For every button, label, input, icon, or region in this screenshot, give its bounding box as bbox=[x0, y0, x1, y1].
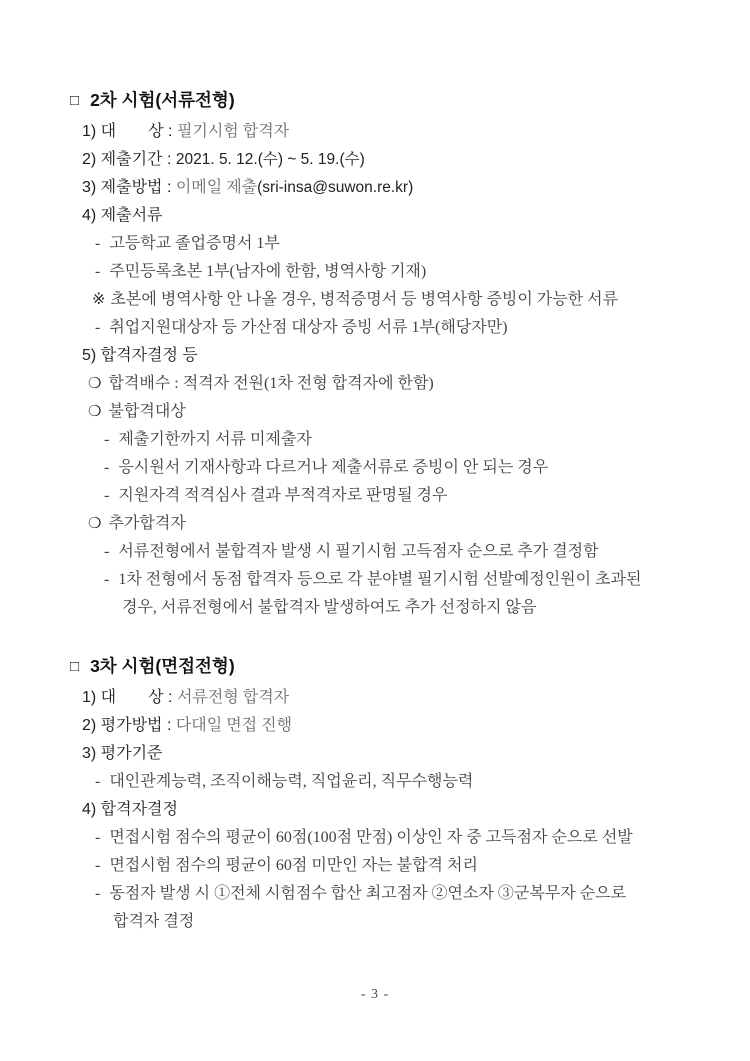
page-number: - 3 - bbox=[360, 987, 390, 1002]
doc-line-numbered bbox=[0, 684, 750, 712]
item-text: 동점자 발생 시 ①전체 시험점수 합산 최고점자 ②연소자 ③군복무자 순으로 bbox=[109, 885, 627, 902]
doc-line-dash bbox=[0, 768, 750, 796]
doc-line-circle bbox=[0, 510, 750, 538]
section-title-text: 3차 시험(면접전형) bbox=[90, 656, 235, 676]
doc-line-subdash bbox=[0, 454, 750, 482]
label-separator: : bbox=[162, 151, 176, 168]
doc-line-numbered bbox=[0, 174, 750, 202]
doc-line-numbered bbox=[0, 118, 750, 146]
item-label: 제출기간 bbox=[100, 151, 163, 168]
item-number: 3) bbox=[82, 179, 101, 196]
doc-line-note bbox=[0, 286, 750, 314]
item-text: 면접시험 점수의 평균이 60점(100점 만점) 이상인 자 중 고득점자 순으로 선발 bbox=[109, 829, 633, 846]
doc-line-subdash bbox=[0, 482, 750, 510]
doc-line-circle bbox=[0, 398, 750, 426]
item-number: 1) bbox=[82, 123, 101, 140]
item-number: 2) bbox=[82, 717, 101, 734]
square-bullet-icon: □ bbox=[70, 658, 80, 675]
label-separator: : bbox=[163, 689, 177, 706]
circle-bullet-icon: ❍ bbox=[88, 404, 102, 420]
page-footer bbox=[0, 987, 750, 1003]
section-title bbox=[0, 652, 750, 680]
doc-line-numbered bbox=[0, 796, 750, 824]
item-text: 경우, 서류전형에서 불합격자 발생하여도 추가 선정하지 않음 bbox=[122, 599, 537, 616]
item-number: 5) bbox=[82, 347, 101, 364]
item-label: 합격자결정 bbox=[100, 801, 178, 818]
square-bullet-icon: □ bbox=[70, 92, 80, 109]
item-text: 대인관계능력, 조직이해능력, 직업윤리, 직무수행능력 bbox=[109, 773, 474, 790]
doc-line-cont bbox=[0, 594, 750, 622]
doc-line-dash bbox=[0, 824, 750, 852]
item-value: 2021. 5. 12.(수) ~ 5. 19.(수) bbox=[175, 151, 365, 168]
item-value: 서류전형 합격자 bbox=[176, 689, 290, 706]
item-text: 합격배수 : 적격자 전원(1차 전형 합격자에 한함) bbox=[108, 375, 434, 392]
item-value: 이메일 제출 bbox=[175, 179, 258, 196]
item-label: 대 상 bbox=[100, 689, 164, 706]
doc-line-cont bbox=[0, 908, 750, 936]
reference-mark-icon: ※ bbox=[92, 291, 106, 308]
dash-bullet-icon: - bbox=[104, 459, 110, 476]
section-title-text: 2차 시험(서류전형) bbox=[90, 90, 235, 110]
doc-section bbox=[0, 86, 750, 622]
item-label: 평가기준 bbox=[100, 745, 163, 762]
dash-bullet-icon: - bbox=[95, 857, 101, 874]
dash-bullet-icon: - bbox=[95, 319, 101, 336]
item-text: 주민등록초본 1부(남자에 한함, 병역사항 기재) bbox=[109, 263, 427, 280]
dash-bullet-icon: - bbox=[104, 431, 110, 448]
item-text: 지원자격 적격심사 결과 부적격자로 판명될 경우 bbox=[118, 487, 448, 504]
dash-bullet-icon: - bbox=[95, 829, 101, 846]
item-text: 면접시험 점수의 평균이 60점 미만인 자는 불합격 처리 bbox=[109, 857, 478, 874]
dash-bullet-icon: - bbox=[95, 263, 101, 280]
doc-line-numbered bbox=[0, 146, 750, 174]
item-text: 취업지원대상자 등 가산점 대상자 증빙 서류 1부(해당자만) bbox=[109, 319, 508, 336]
item-number: 1) bbox=[82, 689, 101, 706]
item-number: 4) bbox=[82, 207, 101, 224]
label-separator: : bbox=[162, 179, 176, 196]
doc-line-numbered bbox=[0, 202, 750, 230]
item-text: 초본에 병역사항 안 나올 경우, 병적증명서 등 병역사항 증빙이 가능한 서류 bbox=[110, 291, 619, 308]
item-label: 합격자결정 등 bbox=[100, 347, 198, 364]
doc-line-numbered bbox=[0, 342, 750, 370]
dash-bullet-icon: - bbox=[104, 543, 110, 560]
item-text: 1차 전형에서 동점 합격자 등으로 각 분야별 필기시험 선발예정인원이 초과된 bbox=[118, 571, 642, 588]
item-text: 응시원서 기재사항과 다르거나 제출서류로 증빙이 안 되는 경우 bbox=[118, 459, 549, 476]
circle-bullet-icon: ❍ bbox=[88, 516, 102, 532]
doc-line-dash bbox=[0, 852, 750, 880]
item-text: 서류전형에서 불합격자 발생 시 필기시험 고득점자 순으로 추가 결정함 bbox=[118, 543, 599, 560]
dash-bullet-icon: - bbox=[95, 885, 101, 902]
item-label: 제출방법 bbox=[100, 179, 163, 196]
doc-line-numbered bbox=[0, 740, 750, 768]
item-text: 불합격대상 bbox=[108, 403, 186, 420]
label-separator: : bbox=[162, 717, 176, 734]
item-text: 고등학교 졸업증명서 1부 bbox=[109, 235, 280, 252]
doc-section bbox=[0, 652, 750, 936]
doc-line-circle bbox=[0, 370, 750, 398]
item-label: 대 상 bbox=[100, 123, 164, 140]
item-label: 제출서류 bbox=[100, 207, 163, 224]
item-text: 추가합격자 bbox=[108, 515, 186, 532]
item-value: 필기시험 합격자 bbox=[176, 123, 290, 140]
item-number: 3) bbox=[82, 745, 101, 762]
item-label: 평가방법 bbox=[100, 717, 163, 734]
item-value: (sri-insa@suwon.re.kr) bbox=[257, 179, 414, 196]
doc-line-numbered bbox=[0, 712, 750, 740]
doc-line-dash bbox=[0, 314, 750, 342]
item-text: 제출기한까지 서류 미제출자 bbox=[118, 431, 312, 448]
doc-line-subdash bbox=[0, 538, 750, 566]
dash-bullet-icon: - bbox=[104, 487, 110, 504]
dash-bullet-icon: - bbox=[95, 235, 101, 252]
item-value: 다대일 면접 진행 bbox=[175, 717, 293, 734]
item-number: 4) bbox=[82, 801, 101, 818]
dash-bullet-icon: - bbox=[104, 571, 110, 588]
doc-line-dash bbox=[0, 880, 750, 908]
dash-bullet-icon: - bbox=[95, 773, 101, 790]
item-number: 2) bbox=[82, 151, 101, 168]
circle-bullet-icon: ❍ bbox=[88, 376, 102, 392]
doc-line-subdash bbox=[0, 566, 750, 594]
label-separator: : bbox=[163, 123, 177, 140]
item-text: 합격자 결정 bbox=[113, 913, 195, 930]
doc-line-dash bbox=[0, 230, 750, 258]
doc-line-dash bbox=[0, 258, 750, 286]
section-title bbox=[0, 86, 750, 114]
doc-line-subdash bbox=[0, 426, 750, 454]
